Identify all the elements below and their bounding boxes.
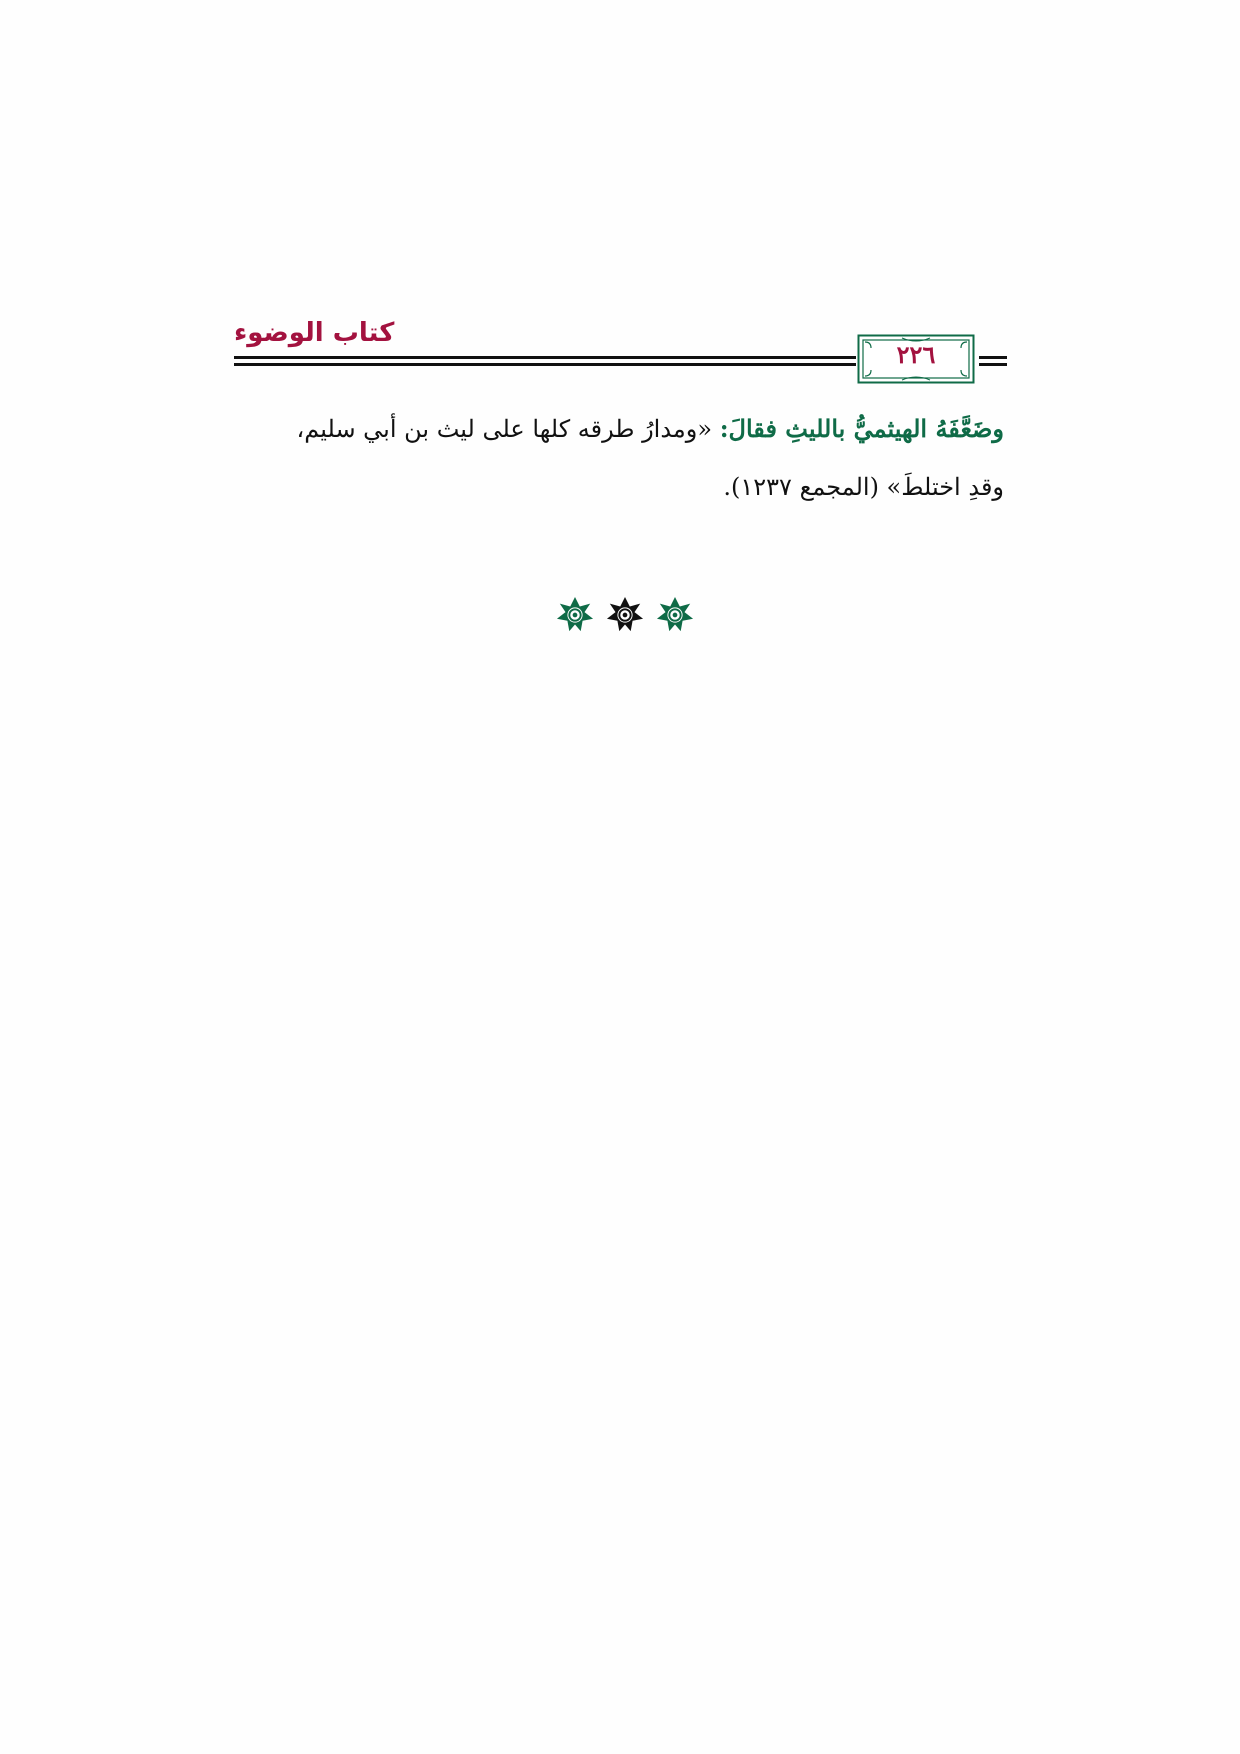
header-double-rule-short: [979, 356, 1007, 366]
page-number: ٢٢٦: [896, 340, 936, 369]
green-flower-icon: [656, 596, 694, 634]
paragraph-line-2: وقدِ اختلطَ» (المجمع ١٢٣٧).: [723, 473, 1004, 501]
running-title: كتاب الوضوء: [234, 318, 395, 348]
lead-phrase: وضَعَّفَهُ الهيثميُّ بالليثِ فقالَ:: [719, 414, 1004, 443]
section-end-ornaments: [556, 596, 696, 636]
green-flower-icon: [556, 596, 594, 634]
quote-text: «ومدارُ طرقه كلها على ليث بن أبي سليم،: [296, 415, 720, 443]
header-double-rule: [234, 356, 856, 366]
paragraph-line-1: [234, 400, 1004, 458]
black-flower-icon: [606, 596, 644, 634]
page-number-frame: [857, 334, 975, 384]
